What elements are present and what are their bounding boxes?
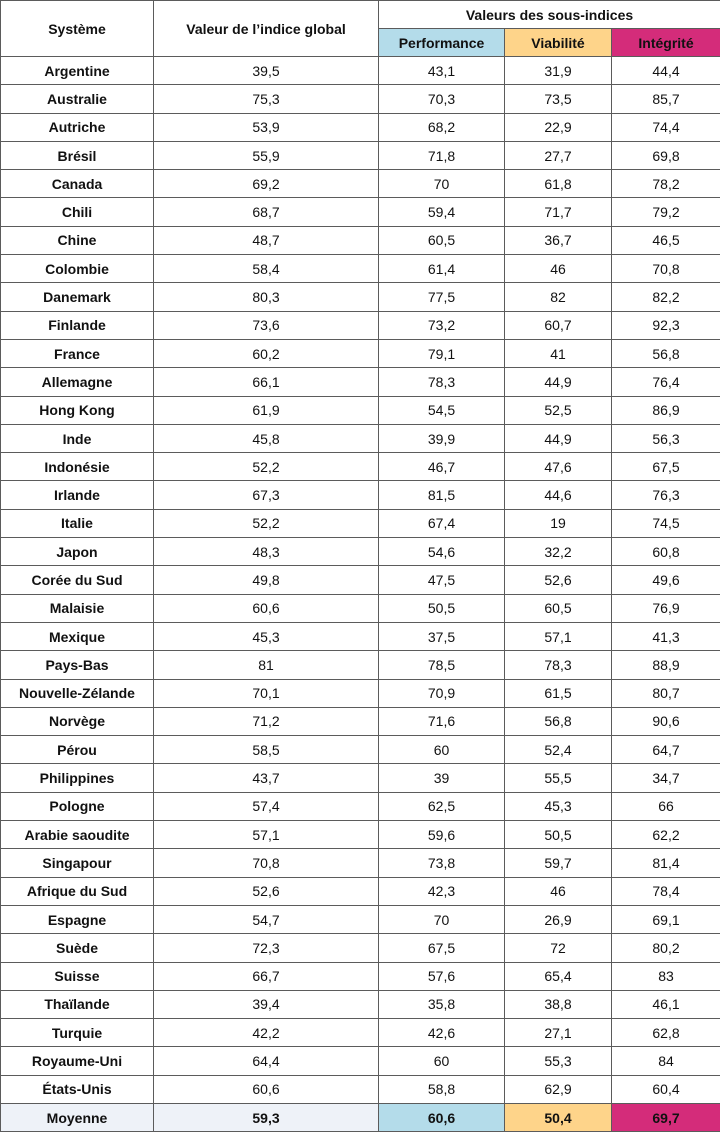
country-cell: Inde: [1, 424, 154, 452]
global-value-cell: 68,7: [154, 198, 379, 226]
integrity-value-cell: 84: [612, 1047, 720, 1075]
table-row: [1, 566, 720, 594]
table-row: [1, 396, 720, 424]
table-row: [1, 905, 720, 933]
integrity-value-cell: 62,8: [612, 1019, 720, 1047]
country-cell: Nouvelle-Zélande: [1, 679, 154, 707]
viability-value-cell: 52,5: [505, 396, 612, 424]
performance-value-cell: 70,3: [379, 85, 505, 113]
performance-value-cell: 58,8: [379, 1075, 505, 1103]
global-value-cell: 75,3: [154, 85, 379, 113]
table-row: [1, 311, 720, 339]
integrity-column-header: Intégrité: [612, 29, 720, 57]
integrity-value-cell: 81,4: [612, 849, 720, 877]
integrity-value-cell: 64,7: [612, 736, 720, 764]
integrity-value-cell: 66: [612, 792, 720, 820]
country-cell: Thaïlande: [1, 990, 154, 1018]
performance-value-cell: 37,5: [379, 622, 505, 650]
viability-value-cell: 38,8: [505, 990, 612, 1018]
viability-value-cell: 61,5: [505, 679, 612, 707]
performance-value-cell: 77,5: [379, 283, 505, 311]
country-cell: Canada: [1, 170, 154, 198]
viability-value-cell: 47,6: [505, 453, 612, 481]
performance-value-cell: 54,6: [379, 538, 505, 566]
viability-value-cell: 44,9: [505, 424, 612, 452]
average-performance-value: 60,6: [379, 1103, 505, 1131]
country-cell: Royaume-Uni: [1, 1047, 154, 1075]
system-column-header: Système: [1, 1, 154, 57]
table-row: [1, 679, 720, 707]
country-cell: Indonésie: [1, 453, 154, 481]
country-cell: Espagne: [1, 905, 154, 933]
global-value-cell: 45,3: [154, 622, 379, 650]
performance-value-cell: 61,4: [379, 255, 505, 283]
global-value-cell: 60,6: [154, 594, 379, 622]
integrity-value-cell: 34,7: [612, 764, 720, 792]
global-value-cell: 45,8: [154, 424, 379, 452]
viability-value-cell: 61,8: [505, 170, 612, 198]
integrity-value-cell: 76,3: [612, 481, 720, 509]
country-cell: Danemark: [1, 283, 154, 311]
table-row: [1, 226, 720, 254]
performance-value-cell: 42,6: [379, 1019, 505, 1047]
viability-value-cell: 60,7: [505, 311, 612, 339]
performance-value-cell: 73,2: [379, 311, 505, 339]
average-integrity-value: 69,7: [612, 1103, 720, 1131]
global-value-cell: 57,1: [154, 821, 379, 849]
integrity-value-cell: 83: [612, 962, 720, 990]
table-row: [1, 424, 720, 452]
country-cell: Malaisie: [1, 594, 154, 622]
global-value-cell: 73,6: [154, 311, 379, 339]
table-row: [1, 368, 720, 396]
country-cell: Suède: [1, 934, 154, 962]
integrity-value-cell: 88,9: [612, 651, 720, 679]
country-cell: Pologne: [1, 792, 154, 820]
table-row: [1, 849, 720, 877]
viability-value-cell: 46: [505, 877, 612, 905]
global-value-cell: 71,2: [154, 707, 379, 735]
country-cell: Pays-Bas: [1, 651, 154, 679]
viability-value-cell: 62,9: [505, 1075, 612, 1103]
global-value-cell: 61,9: [154, 396, 379, 424]
global-value-cell: 70,1: [154, 679, 379, 707]
table-row: [1, 85, 720, 113]
performance-value-cell: 43,1: [379, 57, 505, 85]
global-value-cell: 69,2: [154, 170, 379, 198]
viability-value-cell: 41: [505, 339, 612, 367]
country-cell: Pérou: [1, 736, 154, 764]
country-cell: France: [1, 339, 154, 367]
table-row: [1, 651, 720, 679]
country-cell: Brésil: [1, 141, 154, 169]
table-header: [1, 1, 720, 57]
performance-value-cell: 59,6: [379, 821, 505, 849]
integrity-value-cell: 69,8: [612, 141, 720, 169]
table-row: [1, 622, 720, 650]
performance-value-cell: 62,5: [379, 792, 505, 820]
performance-value-cell: 35,8: [379, 990, 505, 1018]
integrity-value-cell: 46,5: [612, 226, 720, 254]
viability-value-cell: 32,2: [505, 538, 612, 566]
performance-value-cell: 57,6: [379, 962, 505, 990]
performance-value-cell: 78,3: [379, 368, 505, 396]
integrity-value-cell: 69,1: [612, 905, 720, 933]
performance-value-cell: 70: [379, 170, 505, 198]
table-row: [1, 198, 720, 226]
table-row: [1, 821, 720, 849]
table-row: [1, 1075, 720, 1103]
integrity-value-cell: 76,9: [612, 594, 720, 622]
performance-value-cell: 73,8: [379, 849, 505, 877]
global-value-cell: 57,4: [154, 792, 379, 820]
performance-value-cell: 39: [379, 764, 505, 792]
table-row: [1, 538, 720, 566]
performance-value-cell: 81,5: [379, 481, 505, 509]
integrity-value-cell: 41,3: [612, 622, 720, 650]
viability-value-cell: 31,9: [505, 57, 612, 85]
integrity-value-cell: 60,8: [612, 538, 720, 566]
country-cell: Italie: [1, 509, 154, 537]
viability-column-header: Viabilité: [505, 29, 612, 57]
integrity-value-cell: 67,5: [612, 453, 720, 481]
table-row: [1, 141, 720, 169]
integrity-value-cell: 44,4: [612, 57, 720, 85]
country-cell: Turquie: [1, 1019, 154, 1047]
table-row: [1, 255, 720, 283]
viability-value-cell: 55,5: [505, 764, 612, 792]
average-row: [1, 1103, 720, 1131]
subindices-group-header: Valeurs des sous-indices: [379, 1, 720, 29]
performance-value-cell: 60: [379, 1047, 505, 1075]
performance-value-cell: 71,6: [379, 707, 505, 735]
table-row: [1, 934, 720, 962]
global-value-cell: 54,7: [154, 905, 379, 933]
viability-value-cell: 44,9: [505, 368, 612, 396]
performance-value-cell: 68,2: [379, 113, 505, 141]
global-value-cell: 39,5: [154, 57, 379, 85]
integrity-value-cell: 56,3: [612, 424, 720, 452]
country-cell: Australie: [1, 85, 154, 113]
table-row: [1, 339, 720, 367]
global-value-cell: 49,8: [154, 566, 379, 594]
table-row: [1, 453, 720, 481]
integrity-value-cell: 74,5: [612, 509, 720, 537]
integrity-value-cell: 74,4: [612, 113, 720, 141]
viability-value-cell: 57,1: [505, 622, 612, 650]
viability-value-cell: 65,4: [505, 962, 612, 990]
table-row: [1, 792, 720, 820]
viability-value-cell: 27,7: [505, 141, 612, 169]
performance-column-header: Performance: [379, 29, 505, 57]
country-cell: Autriche: [1, 113, 154, 141]
viability-value-cell: 46: [505, 255, 612, 283]
country-cell: Corée du Sud: [1, 566, 154, 594]
integrity-value-cell: 82,2: [612, 283, 720, 311]
integrity-value-cell: 60,4: [612, 1075, 720, 1103]
global-value-cell: 52,2: [154, 509, 379, 537]
integrity-value-cell: 90,6: [612, 707, 720, 735]
table-row: [1, 57, 720, 85]
performance-value-cell: 70: [379, 905, 505, 933]
global-value-cell: 48,3: [154, 538, 379, 566]
table-row: [1, 113, 720, 141]
average-label: Moyenne: [1, 1103, 154, 1131]
viability-value-cell: 44,6: [505, 481, 612, 509]
viability-value-cell: 56,8: [505, 707, 612, 735]
viability-value-cell: 27,1: [505, 1019, 612, 1047]
table-row: [1, 990, 720, 1018]
country-cell: Finlande: [1, 311, 154, 339]
integrity-value-cell: 76,4: [612, 368, 720, 396]
table-row: [1, 962, 720, 990]
viability-value-cell: 52,6: [505, 566, 612, 594]
performance-value-cell: 54,5: [379, 396, 505, 424]
global-value-cell: 39,4: [154, 990, 379, 1018]
viability-value-cell: 82: [505, 283, 612, 311]
global-value-cell: 48,7: [154, 226, 379, 254]
integrity-value-cell: 80,7: [612, 679, 720, 707]
viability-value-cell: 55,3: [505, 1047, 612, 1075]
viability-value-cell: 71,7: [505, 198, 612, 226]
country-cell: Afrique du Sud: [1, 877, 154, 905]
viability-value-cell: 50,5: [505, 821, 612, 849]
performance-value-cell: 78,5: [379, 651, 505, 679]
country-cell: Norvège: [1, 707, 154, 735]
country-cell: Philippines: [1, 764, 154, 792]
table-row: [1, 764, 720, 792]
global-value-cell: 60,6: [154, 1075, 379, 1103]
global-value-cell: 80,3: [154, 283, 379, 311]
viability-value-cell: 73,5: [505, 85, 612, 113]
global-value-cell: 53,9: [154, 113, 379, 141]
performance-value-cell: 39,9: [379, 424, 505, 452]
integrity-value-cell: 49,6: [612, 566, 720, 594]
performance-value-cell: 70,9: [379, 679, 505, 707]
global-value-cell: 64,4: [154, 1047, 379, 1075]
global-value-cell: 52,6: [154, 877, 379, 905]
average-global-value: 59,3: [154, 1103, 379, 1131]
performance-value-cell: 47,5: [379, 566, 505, 594]
viability-value-cell: 78,3: [505, 651, 612, 679]
integrity-value-cell: 80,2: [612, 934, 720, 962]
country-cell: Colombie: [1, 255, 154, 283]
table-row: [1, 1019, 720, 1047]
performance-value-cell: 71,8: [379, 141, 505, 169]
table-row: [1, 170, 720, 198]
table-row: [1, 594, 720, 622]
viability-value-cell: 19: [505, 509, 612, 537]
table-row: [1, 481, 720, 509]
viability-value-cell: 26,9: [505, 905, 612, 933]
country-cell: États-Unis: [1, 1075, 154, 1103]
country-cell: Singapour: [1, 849, 154, 877]
global-value-cell: 58,4: [154, 255, 379, 283]
integrity-value-cell: 46,1: [612, 990, 720, 1018]
country-cell: Japon: [1, 538, 154, 566]
table-row: [1, 1047, 720, 1075]
integrity-value-cell: 62,2: [612, 821, 720, 849]
performance-value-cell: 42,3: [379, 877, 505, 905]
viability-value-cell: 45,3: [505, 792, 612, 820]
country-cell: Allemagne: [1, 368, 154, 396]
viability-value-cell: 36,7: [505, 226, 612, 254]
integrity-value-cell: 78,4: [612, 877, 720, 905]
table-row: [1, 707, 720, 735]
table-row: [1, 877, 720, 905]
country-cell: Chine: [1, 226, 154, 254]
country-cell: Irlande: [1, 481, 154, 509]
performance-value-cell: 67,4: [379, 509, 505, 537]
country-cell: Suisse: [1, 962, 154, 990]
integrity-value-cell: 79,2: [612, 198, 720, 226]
performance-value-cell: 60: [379, 736, 505, 764]
integrity-value-cell: 78,2: [612, 170, 720, 198]
global-value-cell: 67,3: [154, 481, 379, 509]
country-cell: Mexique: [1, 622, 154, 650]
viability-value-cell: 52,4: [505, 736, 612, 764]
global-value-cell: 70,8: [154, 849, 379, 877]
integrity-value-cell: 56,8: [612, 339, 720, 367]
viability-value-cell: 59,7: [505, 849, 612, 877]
global-value-cell: 72,3: [154, 934, 379, 962]
viability-value-cell: 22,9: [505, 113, 612, 141]
country-cell: Chili: [1, 198, 154, 226]
viability-value-cell: 60,5: [505, 594, 612, 622]
performance-value-cell: 79,1: [379, 339, 505, 367]
global-value-cell: 81: [154, 651, 379, 679]
performance-value-cell: 46,7: [379, 453, 505, 481]
global-value-cell: 66,7: [154, 962, 379, 990]
integrity-value-cell: 92,3: [612, 311, 720, 339]
integrity-value-cell: 70,8: [612, 255, 720, 283]
country-cell: Argentine: [1, 57, 154, 85]
global-value-cell: 60,2: [154, 339, 379, 367]
average-viability-value: 50,4: [505, 1103, 612, 1131]
performance-value-cell: 50,5: [379, 594, 505, 622]
global-index-column-header: Valeur de l’indice global: [154, 1, 379, 57]
integrity-value-cell: 85,7: [612, 85, 720, 113]
country-cell: Hong Kong: [1, 396, 154, 424]
integrity-value-cell: 86,9: [612, 396, 720, 424]
viability-value-cell: 72: [505, 934, 612, 962]
table-row: [1, 509, 720, 537]
global-value-cell: 42,2: [154, 1019, 379, 1047]
global-value-cell: 52,2: [154, 453, 379, 481]
global-value-cell: 66,1: [154, 368, 379, 396]
performance-value-cell: 59,4: [379, 198, 505, 226]
performance-value-cell: 60,5: [379, 226, 505, 254]
global-value-cell: 43,7: [154, 764, 379, 792]
global-value-cell: 58,5: [154, 736, 379, 764]
table-row: [1, 736, 720, 764]
table-row: [1, 283, 720, 311]
country-cell: Arabie saoudite: [1, 821, 154, 849]
table-body: [1, 57, 720, 1104]
performance-value-cell: 67,5: [379, 934, 505, 962]
global-value-cell: 55,9: [154, 141, 379, 169]
